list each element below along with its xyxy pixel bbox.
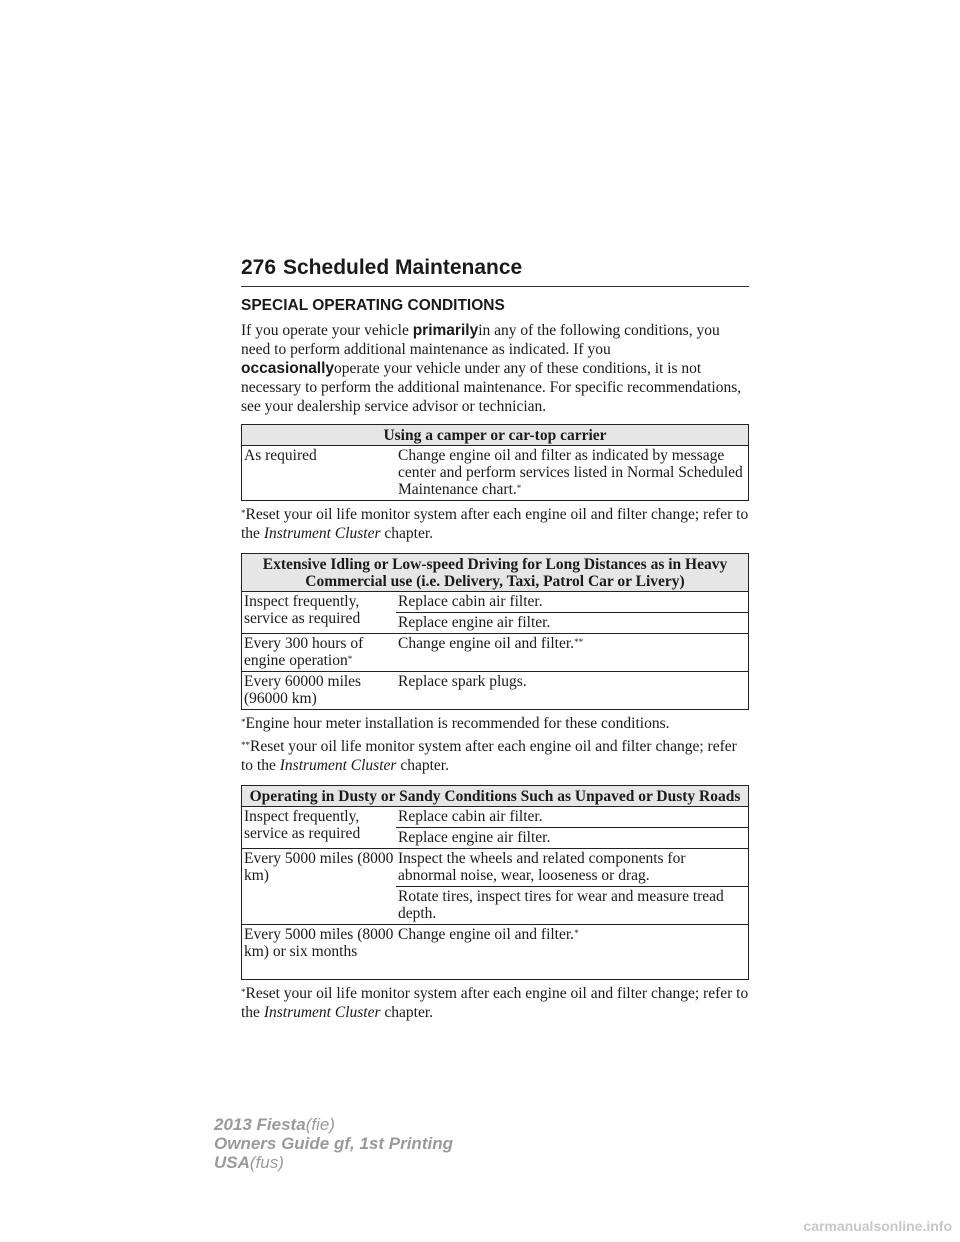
service-cell: [396, 446, 749, 501]
footnote-mark: **: [574, 637, 584, 647]
intro-paragraph: [241, 321, 749, 416]
idling-commercial-table: [241, 553, 749, 710]
footer-market: USA: [214, 1153, 250, 1172]
intro-emphasis-occasionally: occasionally: [241, 360, 335, 377]
interval-cell: As required: [242, 446, 397, 501]
table-row: [242, 634, 749, 672]
service-cell: Rotate tires, inspect tires for wear and measure tread depth.: [396, 887, 749, 925]
footnote-text: chapter.: [384, 525, 434, 542]
interval-cell: Every 5000 miles (8000 km): [242, 849, 397, 925]
service-cell: [396, 925, 749, 980]
service-cell: Replace cabin air filter.: [396, 592, 749, 613]
footnote-mark: *: [516, 483, 522, 493]
footnote-mark: *: [241, 987, 246, 997]
footnote-text: Reset your oil life monitor system after each engine oil and filter change; refer to the: [241, 506, 749, 542]
footnote-text: Reset your oil life monitor system after each engine oil and filter change; refer to the: [241, 738, 737, 774]
table-row: [242, 925, 749, 980]
interval-cell: Every 60000 miles (96000 km): [242, 672, 397, 710]
footnote: [241, 737, 749, 775]
footnote: [241, 984, 749, 1022]
print-footer: [214, 1115, 453, 1172]
service-cell: Replace cabin air filter.: [396, 807, 749, 828]
interval-cell: Every 5000 miles (8000 km) or six months: [242, 925, 397, 980]
page-content: [241, 297, 749, 1032]
footer-line: Owners Guide gf, 1st Printing: [214, 1134, 453, 1153]
service-text: Change engine oil and filter as indicated by message center and perform services listed in Normal Scheduled Maintenance chart.: [398, 447, 743, 498]
table-title: Using a camper or car-top carrier: [242, 425, 749, 446]
camper-carrier-table: [241, 424, 749, 501]
table-row: [242, 446, 749, 501]
footnote-mark: *: [241, 717, 246, 727]
footer-model: 2013 Fiesta: [214, 1115, 306, 1134]
footnote-text: Engine hour meter installation is recommended for these conditions.: [245, 715, 670, 732]
watermark: carmanualsonline.info: [803, 1218, 952, 1234]
chapter-title: Scheduled Maintenance: [283, 256, 523, 279]
footnote-mark: *: [347, 654, 353, 664]
service-cell: Replace engine air filter.: [396, 828, 749, 849]
service-cell: Replace spark plugs.: [396, 672, 749, 710]
service-cell: Replace engine air filter.: [396, 613, 749, 634]
table-title: Operating in Dusty or Sandy Conditions Such as Unpaved or Dusty Roads: [242, 786, 749, 807]
table-row: [242, 672, 749, 710]
interval-cell: Inspect frequently, service as required: [242, 807, 397, 849]
interval-text: Every 300 hours of engine operation: [244, 635, 364, 669]
footer-line: [214, 1153, 453, 1172]
intro-text-2: in any of the following conditions, you need to perform additional maintenance as indicated. If you: [241, 322, 720, 358]
table-row: [242, 849, 749, 887]
chapter-reference: Instrument Cluster: [263, 1004, 381, 1021]
chapter-reference: Instrument Cluster: [263, 525, 381, 542]
footer-code: (fie): [305, 1115, 335, 1134]
table-title: Extensive Idling or Low-speed Driving for Long Distances as in Heavy Commercial use (i.e. Delivery, Taxi, Patrol Car or Livery): [242, 554, 749, 592]
intro-text-1: If you operate your vehicle: [241, 322, 413, 339]
service-cell: [396, 634, 749, 672]
footnote-mark: *: [241, 508, 246, 518]
table-row: [242, 807, 749, 828]
chapter-reference: Instrument Cluster: [279, 757, 397, 774]
footnote: [241, 714, 749, 733]
footer-line: [214, 1115, 453, 1134]
footnote-mark: *: [574, 928, 579, 938]
table-row: [242, 592, 749, 613]
footnote-text: chapter.: [384, 1004, 434, 1021]
interval-cell: Inspect frequently, service as required: [242, 592, 397, 634]
page-number: 276: [241, 256, 277, 279]
footnote-text: chapter.: [400, 757, 449, 774]
page-header: [241, 256, 749, 287]
service-text: Change engine oil and filter.: [398, 926, 575, 943]
footnote-text: Reset your oil life monitor system after each engine oil and filter change; refer to the: [241, 985, 749, 1021]
service-text: Change engine oil and filter.: [398, 635, 575, 652]
intro-text-3: operate your vehicle under any of these conditions, it is not necessary to perform the additional maintenance. For specific recommendations, see your dealership service advisor or technician.: [241, 360, 742, 415]
service-cell: Inspect the wheels and related components for abnormal noise, wear, looseness or drag.: [396, 849, 749, 887]
footnote: [241, 505, 749, 543]
interval-cell: [242, 634, 397, 672]
dusty-conditions-table: [241, 785, 749, 980]
footer-code: (fus): [249, 1153, 284, 1172]
section-heading: SPECIAL OPERATING CONDITIONS: [241, 297, 505, 314]
intro-emphasis-primarily: primarily: [412, 322, 479, 339]
footnote-mark: **: [241, 740, 250, 750]
